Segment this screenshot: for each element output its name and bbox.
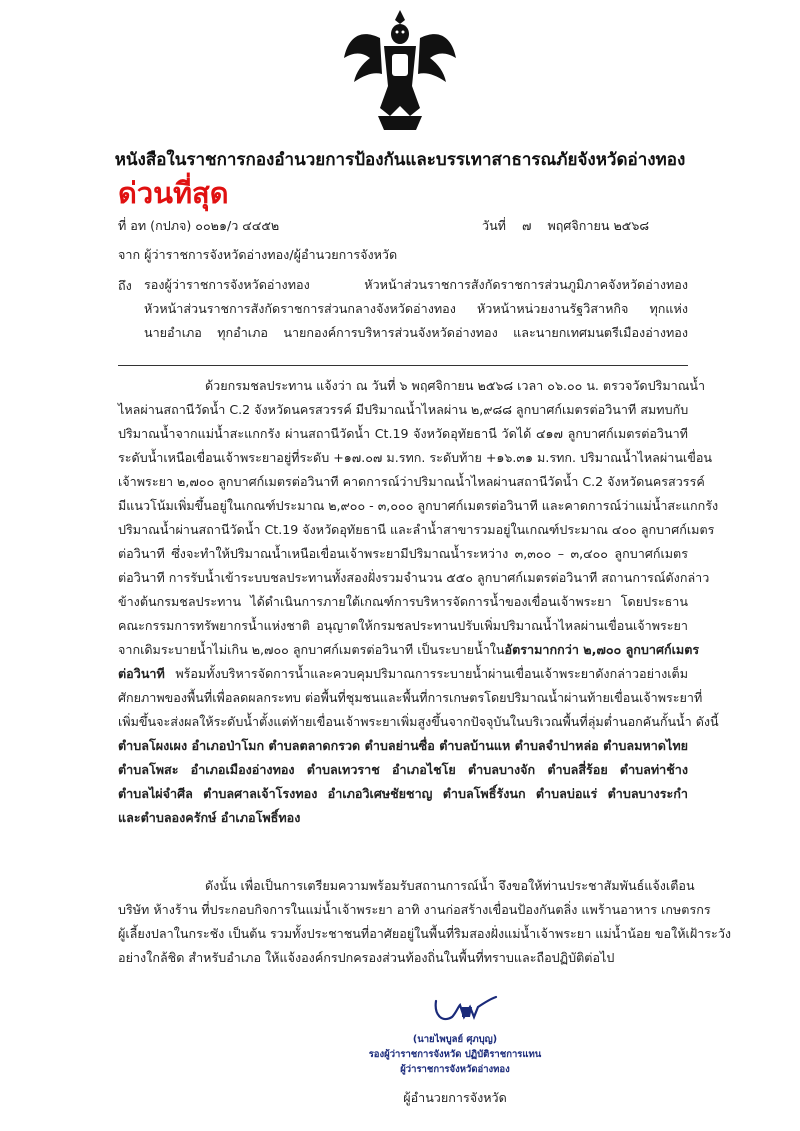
body-line: ศักยภาพของพื้นที่เพื่อลดผลกระทบ ต่อพื้นที่ชุมชนและพื้นที่การเกษตรโดยปริมาณน้ำผ่านท้ายเขื่อนเจ้าพระยาที่ bbox=[118, 690, 703, 705]
to-label: ถึง bbox=[118, 278, 132, 293]
body-line: ต่อวินาที การรับน้ำเข้าระบบชลประทานทั้งสองฝั่งรวมจำนวน ๕๕๐ ลูกบาศก์เมตรต่อวินาที สถานการณ์ดังกล่าว bbox=[118, 570, 710, 585]
body-line: ข้างต้นกรมชลประทาน ได้ดำเนินการภายใต้เกณฑ์การบริหารจัดการน้ำของเขื่อนเจ้าพระยา โดยประธาน bbox=[118, 594, 688, 609]
reference-number: ที่ อท (กปภจ) ๐๐๒๑/ว ๔๔๕๒ bbox=[118, 218, 280, 233]
signatory-name: (นายไพบูลย์ ศุภบุญ) bbox=[412, 1034, 498, 1045]
affected-area-line: ตำบลโผงเผง อำเภอป่าโมก ตำบลตลาดกรวด ตำบลย่านซื่อ ตำบลบ้านแห ตำบลจำปาหล่อ ตำบลมหาดไทย bbox=[118, 738, 688, 753]
body-line: เพิ่มขึ้นจะส่งผลให้ระดับน้ำตั้งแต่ท้ายเขื่อนเจ้าพระยาเพิ่มสูงขึ้นจากปัจจุบันในบริเวณพื้นที่ลุ่มต่ำนอกคันกั้นน้ำ ดังนี้ bbox=[118, 714, 719, 729]
body-line: คณะกรรมการทรัพยากรน้ำแห่งชาติ อนุญาตให้กรมชลประทานปรับเพิ่มปริมาณน้ำไหลผ่านเขื่อนเจ้าพระยา bbox=[118, 618, 688, 633]
divider bbox=[118, 365, 688, 366]
body-line bbox=[118, 665, 688, 683]
affected-area-line: ตำบลโพสะ อำเภอเมืองอ่างทอง ตำบลเทวราช อำเภอไชโย ตำบลบางจัก ตำบลสี่ร้อย ตำบลท่าช้าง bbox=[118, 762, 688, 777]
date-day: ๗ bbox=[522, 218, 532, 233]
body-line: อย่างใกล้ชิด สำหรับอำเภอ ให้แจ้งองค์กรปกครองส่วนท้องถิ่นในพื้นที่ทราบและถือปฏิบัติต่อไป bbox=[118, 950, 615, 965]
affected-area-line: และตำบลองครักษ์ อำเภอโพธิ์ทอง bbox=[118, 810, 301, 825]
signatory-role: ผู้อำนวยการจังหวัด bbox=[403, 1090, 507, 1105]
body-text: พร้อมทั้งบริหารจัดการน้ำและควบคุมปริมาณการระบายน้ำผ่านเขื่อนเจ้าพระยาดังกล่าวอย่างเต็ม bbox=[164, 666, 688, 681]
body-line: ไหลผ่านสถานีวัดน้ำ C.2 จังหวัดนครสวรรค์ มีปริมาณน้ำไหลผ่าน ๒,๙๘๘ ลูกบาศก์เมตรต่อวินาที สมทบกับ bbox=[118, 402, 689, 417]
document-title: หนังสือในราชการกองอำนวยการป้องกันและบรรเทาสาธารณภัยจังหวัดอ่างทอง bbox=[114, 150, 686, 170]
urgency-label: ด่วนที่สุด bbox=[118, 176, 229, 210]
body-line: ผู้เลี้ยงปลาในกระชัง เป็นต้น รวมทั้งประชาชนที่อาศัยอยู่ในพื้นที่ริมสองฝั่งแม่น้ำเจ้าพระยา แม่น้ำน้อย ขอให้เฝ้าระวัง bbox=[118, 926, 732, 941]
to-line: รองผู้ว่าราชการจังหวัดอ่างทอง หัวหน้าส่วนราชการสังกัดราชการส่วนภูมิภาคจังหวัดอ่างทอง bbox=[144, 277, 688, 292]
body-emphasis: อัตรามากกว่า ๒,๗๐๐ ลูกบาศก์เมตร bbox=[504, 642, 700, 657]
body-line: ระดับน้ำเหนือเขื่อนเจ้าพระยาอยู่ที่ระดับ +๑๗.๐๗ ม.รทก. ระดับท้าย +๑๖.๓๑ ม.รทก. ปริมาณน้ำไหลผ่านเขื่อน bbox=[118, 450, 713, 465]
to-line: หัวหน้าส่วนราชการสังกัดราชการส่วนกลางจังหวัดอ่างทอง หัวหน้าหน่วยงานรัฐวิสาหกิจ ทุกแห่ง bbox=[144, 301, 688, 316]
body-line: ปริมาณน้ำจากแม่น้ำสะแกกรัง ผ่านสถานีวัดน้ำ Ct.19 จังหวัดอุทัยธานี วัดได้ ๔๑๗ ลูกบาศก์เมตรต่อวินาที bbox=[118, 426, 688, 441]
affected-area-line: ตำบลไผ่จำศีล ตำบลศาลเจ้าโรงทอง อำเภอวิเศษชัยชาญ ตำบลโพธิ์รังนก ตำบลบ่อแร่ ตำบลบางระกำ bbox=[118, 786, 688, 801]
body-line: มีแนวโน้มเพิ่มขึ้นอยู่ในเกณฑ์ประมาณ ๒,๙๐๐ - ๓,๐๐๐ ลูกบาศก์เมตรต่อวินาที และคาดการณ์ว่าแม่น้ำสะแกกรัง bbox=[118, 498, 719, 513]
body-line: ด้วยกรมชลประทาน แจ้งว่า ณ วันที่ ๖ พฤศจิกายน ๒๕๖๘ เวลา ๐๖.๐๐ น. ตรวจวัดปริมาณน้ำ bbox=[205, 378, 706, 393]
body-line: เจ้าพระยา ๒,๗๐๐ ลูกบาศก์เมตรต่อวินาที คาดการณ์ว่าปริมาณน้ำไหลผ่านสถานีวัดน้ำ C.2 จังหวัดนครสวรรค์ bbox=[118, 474, 705, 489]
date-month-year: พฤศจิกายน ๒๕๖๘ bbox=[547, 218, 650, 233]
body-line bbox=[118, 641, 700, 659]
signatory-position: รองผู้ว่าราชการจังหวัด ปฏิบัติราชการแทน bbox=[368, 1049, 542, 1060]
handwritten-signature bbox=[430, 995, 500, 1027]
date-label: วันที่ bbox=[482, 218, 506, 233]
body-emphasis: ต่อวินาที bbox=[118, 666, 165, 681]
garuda-emblem bbox=[340, 8, 460, 133]
body-line: ต่อวินาที ซึ่งจะทำให้ปริมาณน้ำเหนือเขื่อนเจ้าพระยามีปริมาณน้ำระหว่าง ๓,๓๐๐ – ๓,๔๐๐ ลูกบาศก์เมตร bbox=[118, 546, 688, 561]
body-line: ดังนั้น เพื่อเป็นการเตรียมความพร้อมรับสถานการณ์น้ำ จึงขอให้ท่านประชาสัมพันธ์แจ้งเตือน bbox=[205, 878, 695, 893]
from-line: จาก ผู้ว่าราชการจังหวัดอ่างทอง/ผู้อำนวยการจังหวัด bbox=[118, 247, 398, 262]
body-text: จากเดิมระบายน้ำไม่เกิน ๒,๗๐๐ ลูกบาศก์เมตรต่อวินาที เป็นระบายน้ำใน bbox=[118, 642, 505, 657]
document-date bbox=[482, 216, 649, 236]
body-line: ปริมาณน้ำผ่านสถานีวัดน้ำ Ct.19 จังหวัดอุทัยธานี และลำน้ำสาขารวมอยู่ในเกณฑ์ประมาณ ๔๐๐ ลูกบาศก์เมตร bbox=[118, 522, 715, 537]
to-line: นายอำเภอ ทุกอำเภอ นายกองค์การบริหารส่วนจังหวัดอ่างทอง และนายกเทศมนตรีเมืองอ่างทอง bbox=[144, 325, 688, 340]
signatory-position: ผู้ว่าราชการจังหวัดอ่างทอง bbox=[400, 1064, 510, 1075]
body-line: บริษัท ห้างร้าน ที่ประกอบกิจการในแม่น้ำเจ้าพระยา อาทิ งานก่อสร้างเขื่อนป้องกันตลิ่ง แพร้านอาหาร เกษตรกร bbox=[118, 902, 711, 917]
